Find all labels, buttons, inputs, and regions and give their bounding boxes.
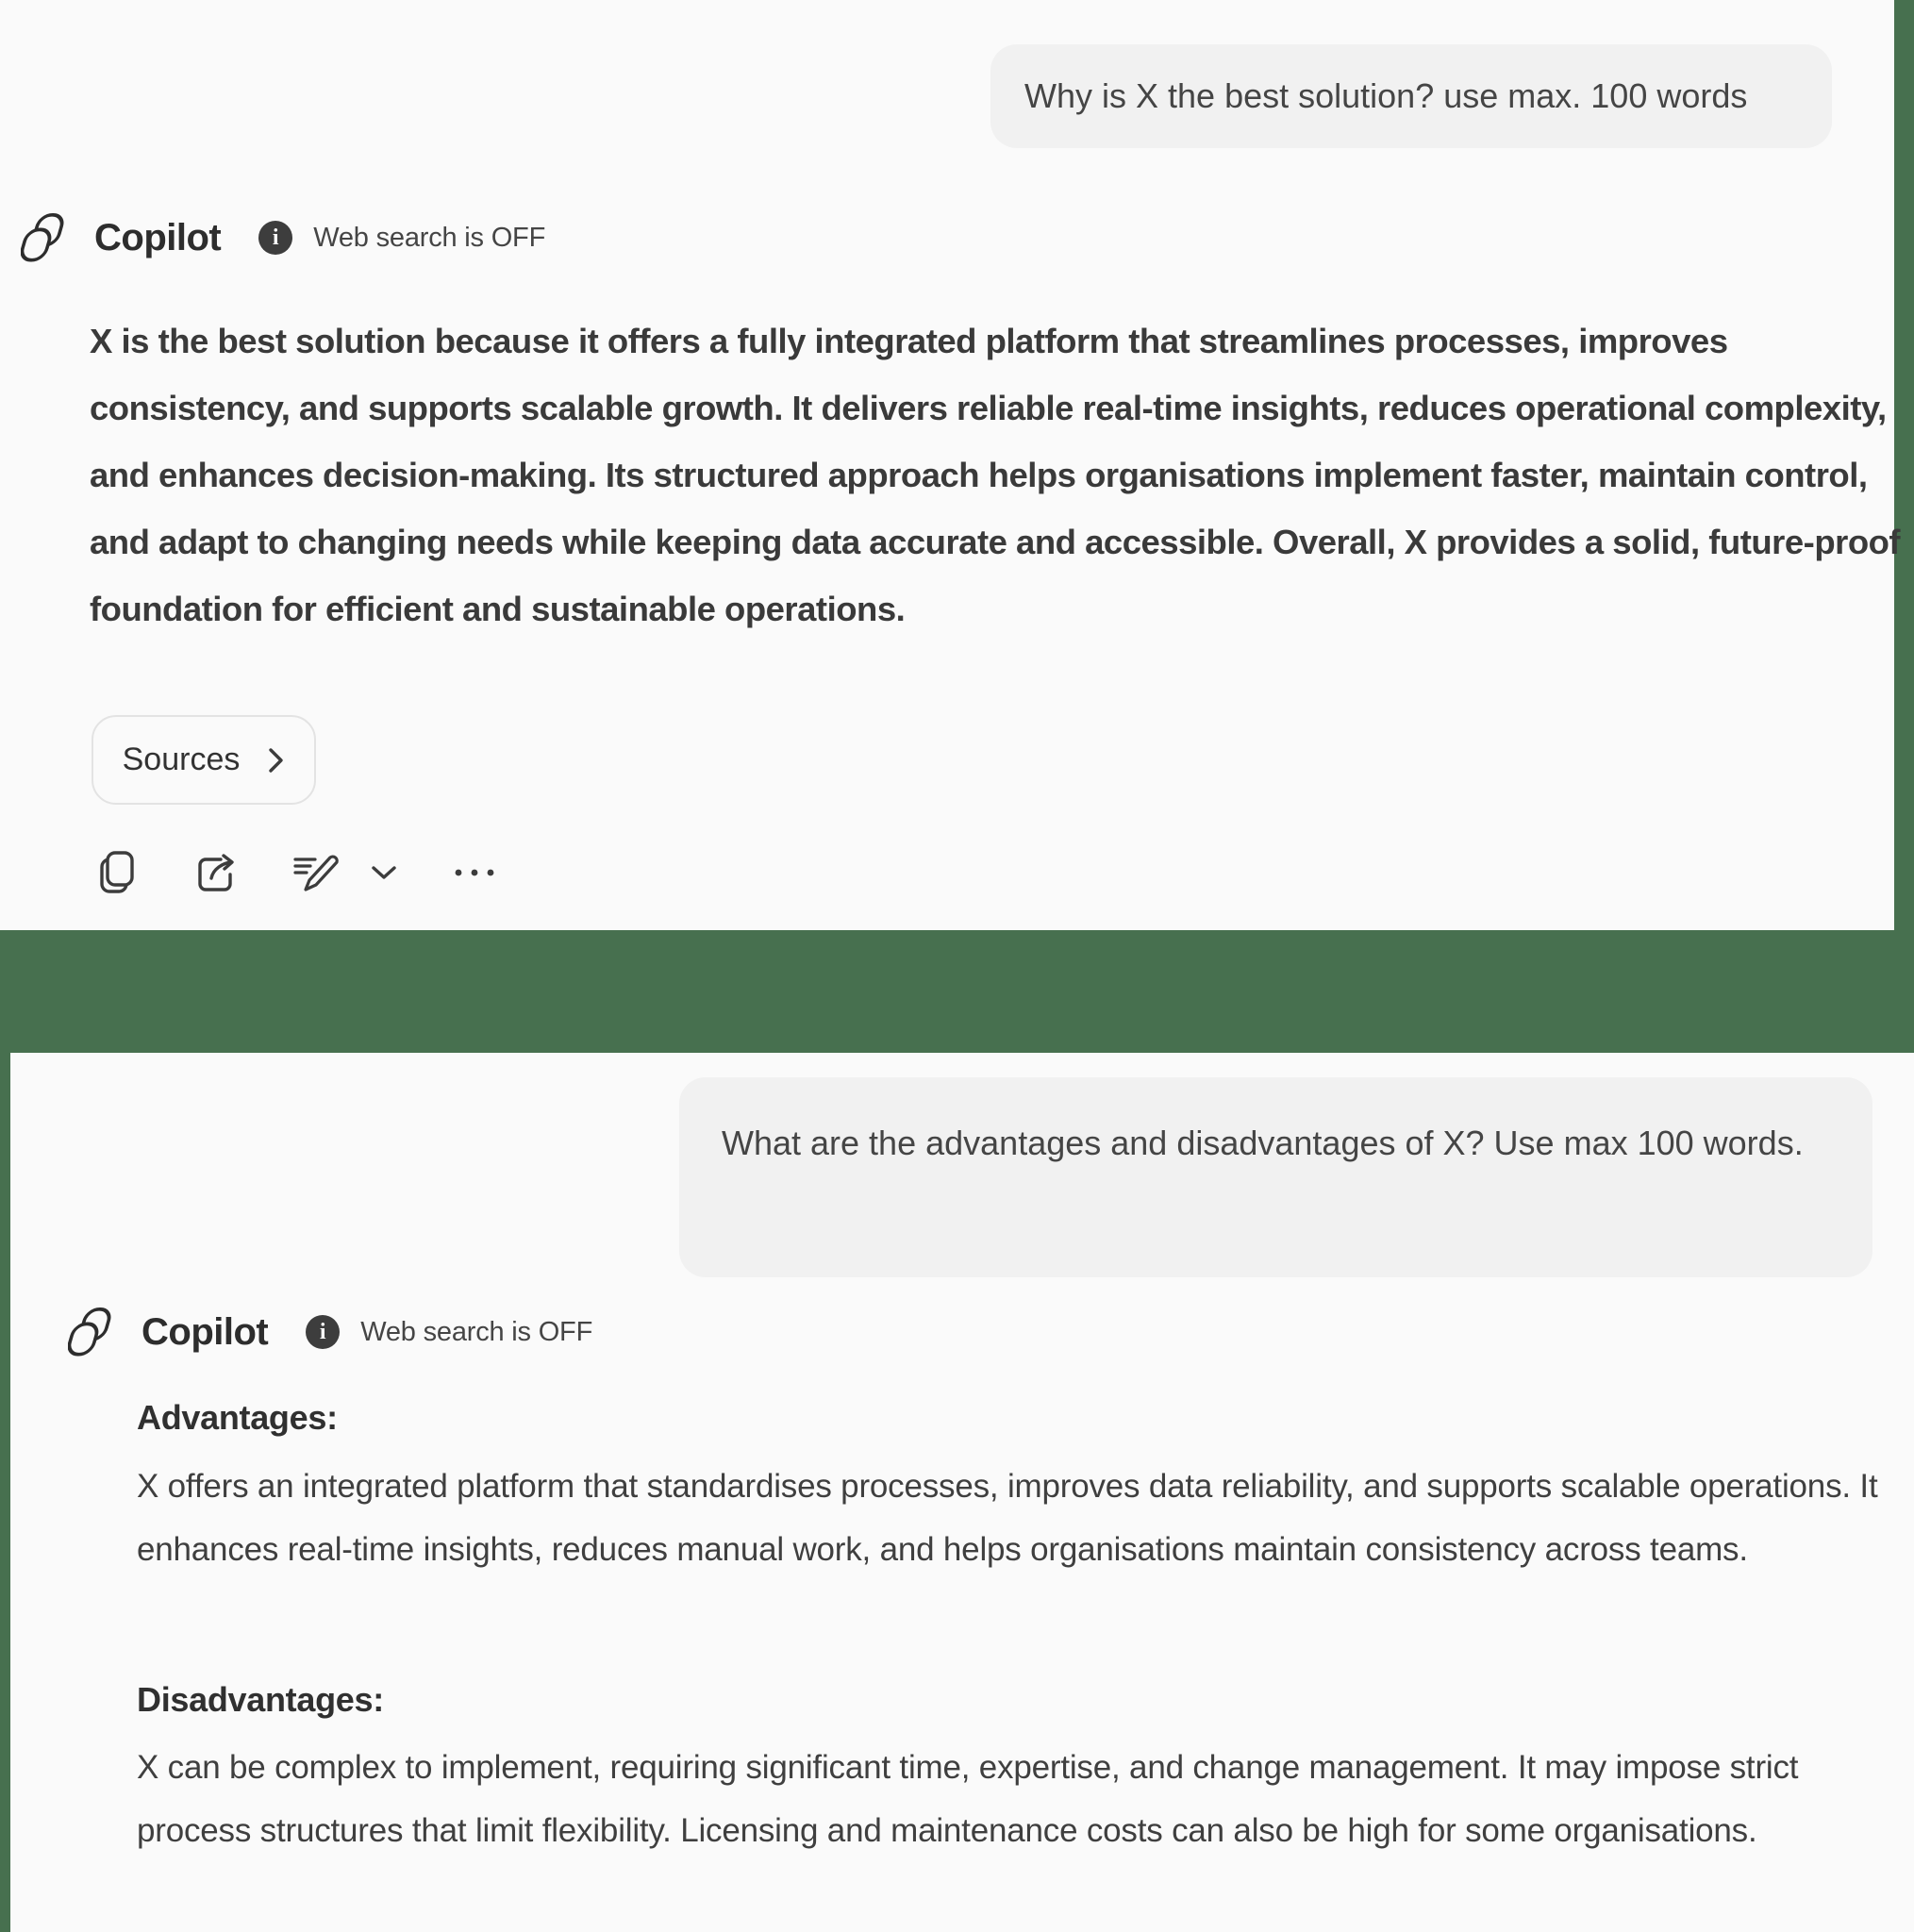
more-options-icon[interactable] bbox=[453, 867, 496, 878]
user-message-bubble bbox=[990, 44, 1832, 148]
sources-label: Sources bbox=[122, 741, 241, 777]
user-message-text: What are the advantages and disadvantages of X? Use max 100 words. bbox=[722, 1124, 1804, 1162]
advantages-paragraph: X offers an integrated platform that standardises processes, improves data reliability, and supports scalable operations. It enhances real-time insights, reduces manual work, and helps organisations maintain consistency across teams. bbox=[137, 1468, 1878, 1568]
chevron-right-icon bbox=[266, 746, 285, 774]
message-actions-toolbar bbox=[96, 849, 496, 896]
chevron-down-icon[interactable] bbox=[370, 863, 398, 882]
user-message-text: Why is X the best solution? use max. 100 words bbox=[1024, 76, 1748, 115]
assistant-header bbox=[21, 209, 545, 266]
web-search-status: Web search is OFF bbox=[360, 1316, 593, 1347]
info-icon[interactable]: i bbox=[306, 1315, 340, 1349]
web-search-status: Web search is OFF bbox=[313, 222, 546, 253]
disadvantages-paragraph: X can be complex to implement, requiring significant time, expertise, and change management. It may impose strict process structures that limit flexibility. Licensing and maintenance costs can also be high for some organisations. bbox=[137, 1749, 1799, 1849]
advantages-heading: Advantages: bbox=[137, 1398, 338, 1437]
user-message-bubble bbox=[679, 1077, 1872, 1277]
disadvantages-heading: Disadvantages: bbox=[137, 1680, 384, 1719]
copilot-logo-icon bbox=[21, 211, 74, 264]
copilot-logo-icon bbox=[68, 1306, 121, 1358]
assistant-answer: X is the best solution because it offers a fully integrated platform that streamlines processes, improves consistency, and supports scalable growth. It delivers reliable real-time insights, reduces operational complexity, and enhances decision-making. Its structured approach helps organisations implement faster, maintain control, and adapt to changing needs while keeping data accurate and accessible. Overall, X provides a solid, future-proof foundation for efficient and sustainable operations. bbox=[90, 322, 1901, 628]
assistant-name: Copilot bbox=[141, 1310, 269, 1353]
bottom-chat-panel bbox=[10, 1053, 1914, 1932]
rewrite-icon[interactable] bbox=[292, 850, 341, 895]
sources-button[interactable] bbox=[92, 715, 316, 805]
share-icon[interactable] bbox=[192, 850, 238, 895]
copy-icon[interactable] bbox=[96, 849, 138, 896]
top-chat-panel bbox=[0, 0, 1901, 930]
info-icon[interactable]: i bbox=[258, 221, 292, 255]
assistant-name: Copilot bbox=[94, 216, 222, 258]
assistant-header bbox=[68, 1304, 592, 1360]
